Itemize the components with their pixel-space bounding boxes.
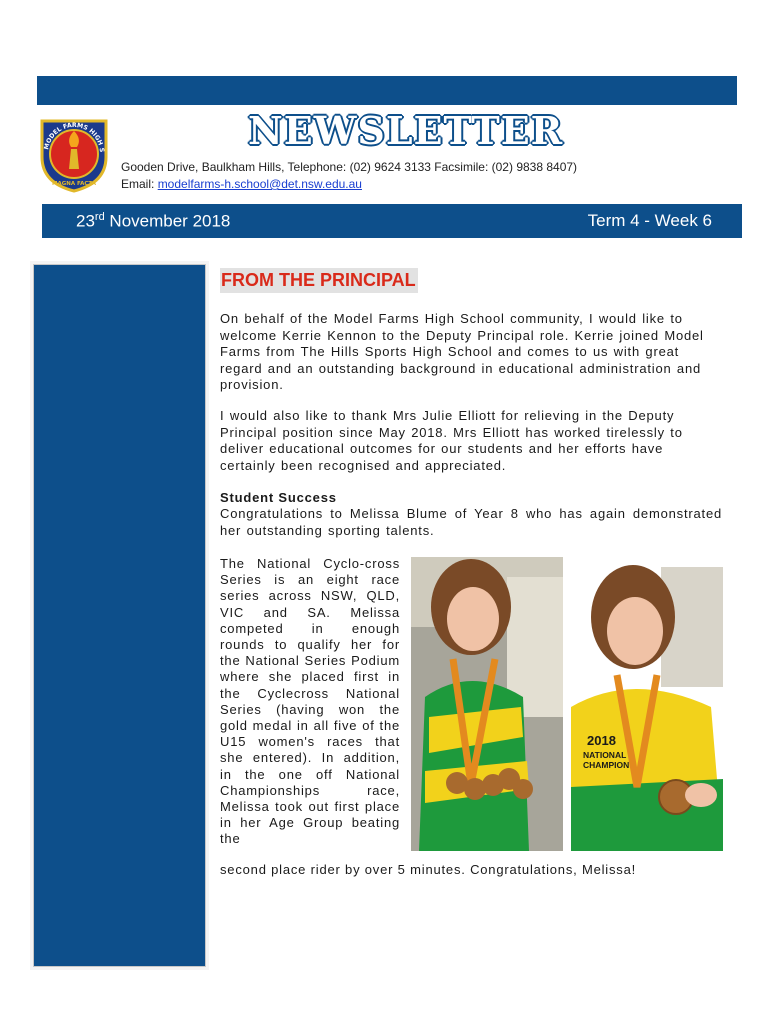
school-logo <box>36 113 112 193</box>
principal-paragraph-2: I would also like to thank Mrs Julie Elliott for relieving in the Deputy Principal position since May 2018. Mrs Elliott has worked tirelessly to deliver educational outcomes for our students and her efforts have certainly been recognised and appreciated. <box>220 408 683 473</box>
principal-paragraph-1: On behalf of the Model Farms High School community, I would like to welcome Kerrie Kennon to the Deputy Principal role. Kerrie joined Model Farms from The Hills Sports High School and comes to us with great regard and an outstanding background in educational administration and provision. <box>220 311 704 393</box>
email-link[interactable]: modelfarms-h.school@det.nsw.edu.au <box>157 177 362 191</box>
school-address: Gooden Drive, Baulkham Hills, Telephone: (02) 9624 3133 Facsimile: (02) 9838 8407) <box>121 160 578 174</box>
svg-text:NATIONAL: NATIONAL <box>583 750 627 760</box>
svg-text:CHAMPION: CHAMPION <box>583 760 630 770</box>
newsletter-title: NEWSLETTER <box>248 108 564 153</box>
svg-text:2018: 2018 <box>587 733 616 748</box>
photo-left <box>411 557 563 851</box>
email-label: Email: <box>121 177 155 191</box>
term-week: Term 4 - Week 6 <box>587 211 712 230</box>
sidebar-panel <box>33 264 206 967</box>
student-success-paragraph: Congratulations to Melissa Blume of Year 8 who has again demonstrated her outstanding sporting talents. <box>220 506 722 538</box>
svg-text:MODEL FARMS HIGH SCHOOL: MODEL FARMS HIGH S <box>43 121 106 153</box>
email-line <box>121 177 362 191</box>
photo-right <box>568 557 723 851</box>
issue-date: 23rd November 2018 <box>76 211 231 231</box>
medal-photos <box>411 557 723 851</box>
section-heading: FROM THE PRINCIPAL <box>220 268 418 293</box>
top-banner-bar <box>37 76 737 105</box>
date-bar <box>42 204 742 238</box>
svg-text:MAGNA FACTA: MAGNA FACTA <box>51 181 97 187</box>
student-success-heading: Student Success <box>220 490 337 505</box>
cyclocross-paragraph: The National Cyclo-cross Series is an eight race series across NSW, QLD, VIC and SA. Melissa competed in enough rounds to qualify her for the National Series Podium where she placed first in the Cyclecross National Series (having won the gold medal in all five of the U15 women's races that she entered). In addition, in the one off National Championships race, Melissa took out first place in her Age Group beating the <box>220 556 400 847</box>
cyclocross-paragraph-end: second place rider by over 5 minutes. Congratulations, Melissa! <box>220 862 637 877</box>
